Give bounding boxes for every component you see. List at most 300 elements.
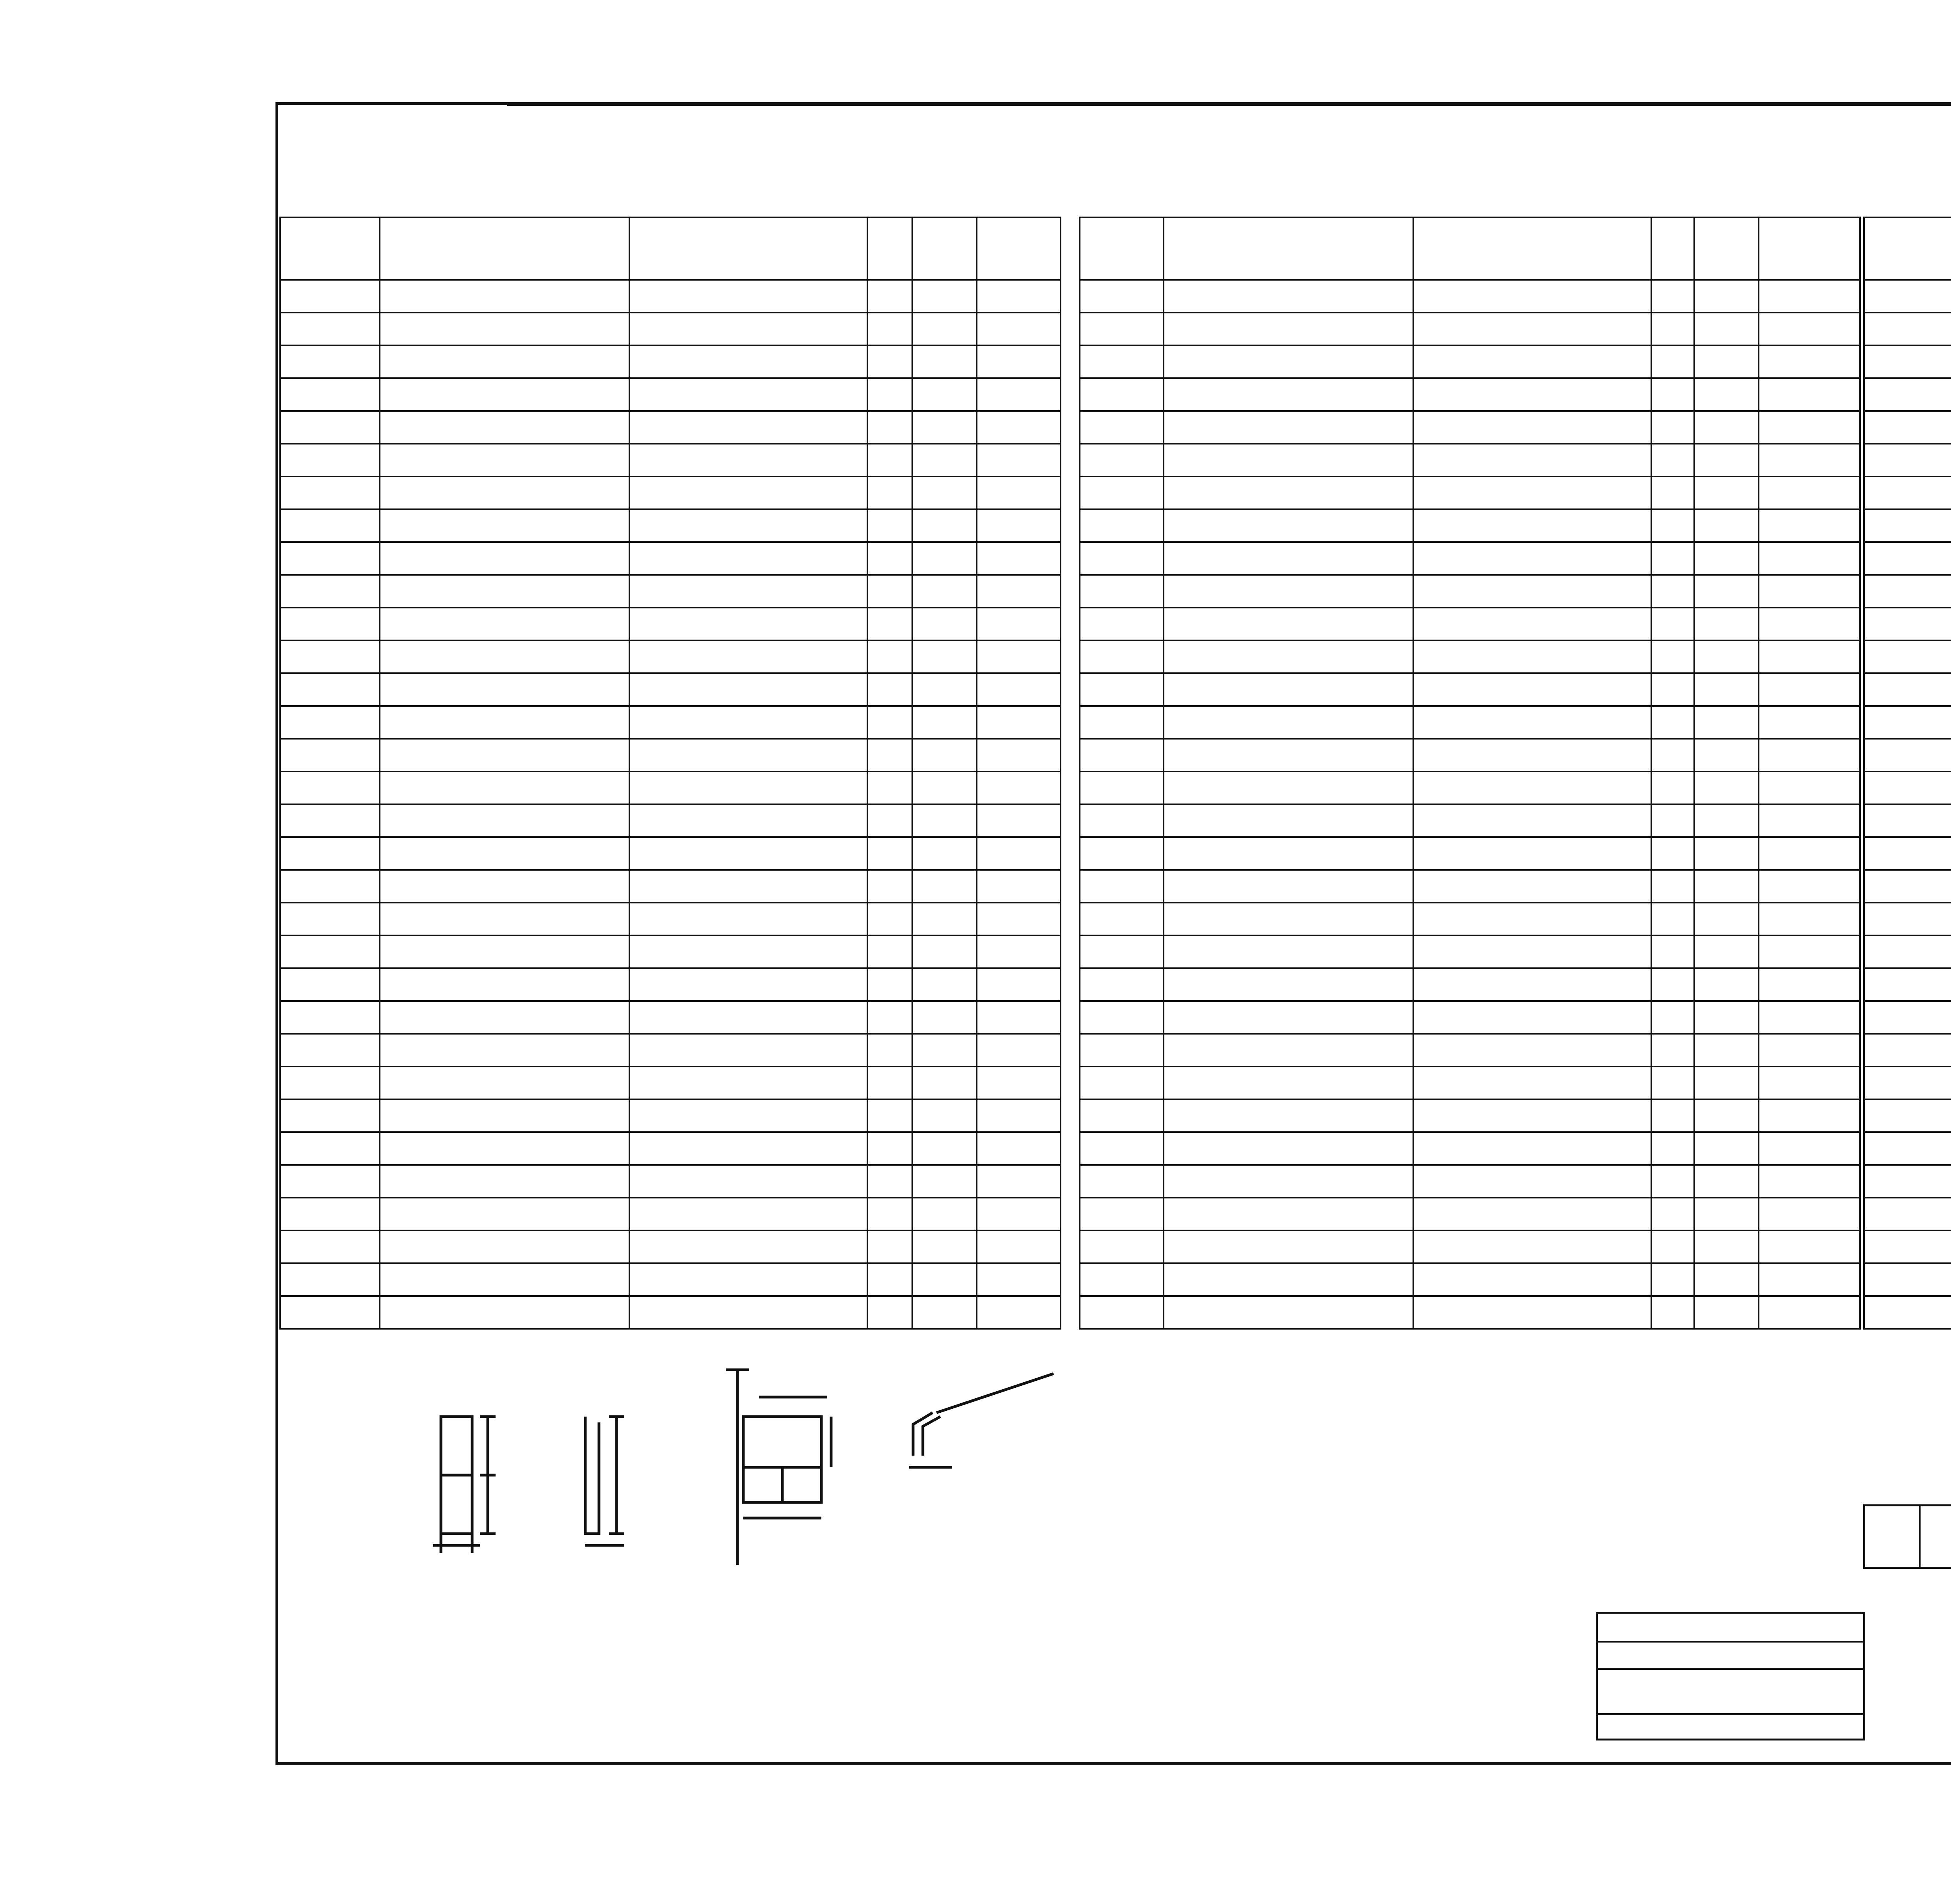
cell-designation: [380, 673, 629, 706]
cell-mark: [1080, 1001, 1164, 1034]
table-row: [1864, 870, 1951, 903]
cell-note: [977, 673, 1061, 706]
cell-mark: [280, 1263, 380, 1296]
cell-mark: [280, 313, 380, 345]
col-qty: [867, 217, 912, 280]
table-row: [1080, 1165, 1860, 1198]
cell-mass: [1694, 837, 1759, 870]
col-mark: [1864, 217, 1951, 280]
cell-note: [1759, 1132, 1860, 1165]
cell-mass: [912, 1001, 977, 1034]
cell-note: [1759, 444, 1860, 476]
cell-mass: [1694, 870, 1759, 903]
cell-qty: [867, 575, 912, 608]
cell-note: [1759, 1067, 1860, 1099]
cell-note: [977, 640, 1061, 673]
cell-mark: [280, 476, 380, 509]
cell-mark: [1864, 903, 1951, 935]
cell-qty: [1651, 1034, 1694, 1067]
cell-qty: [1651, 608, 1694, 640]
table-row: [280, 1230, 1061, 1263]
cell-mark: [1080, 968, 1164, 1001]
cell-qty: [867, 706, 912, 739]
table-row: [280, 345, 1061, 378]
table-row: [1864, 640, 1951, 673]
cell-name: [1413, 1165, 1651, 1198]
cell-name: [629, 739, 867, 772]
cell-note: [977, 804, 1061, 837]
cell-mark: [1080, 1099, 1164, 1132]
cell-designation: [380, 1067, 629, 1099]
cell-mark: [280, 804, 380, 837]
cell-name: [629, 411, 867, 444]
variant-heading-row: [1864, 280, 1951, 313]
cell-mass: [912, 1230, 977, 1263]
table-row: [1080, 673, 1860, 706]
cell-name: [1413, 1230, 1651, 1263]
table-row: [1080, 542, 1860, 575]
cell-designation: [380, 804, 629, 837]
table-row: [280, 739, 1061, 772]
cell-note: [977, 476, 1061, 509]
cell-designation: [1164, 1034, 1413, 1067]
cell-note: [1759, 280, 1860, 313]
cell-qty: [1651, 345, 1694, 378]
cell-mark: [1864, 640, 1951, 673]
cell-designation: [380, 1296, 629, 1329]
cell-qty: [1651, 673, 1694, 706]
cell-designation: [1164, 1296, 1413, 1329]
cell-mark: [280, 640, 380, 673]
cell-note: [1759, 804, 1860, 837]
table-row: [1864, 313, 1951, 345]
cell-mark: [280, 378, 380, 411]
table-row: [1080, 1034, 1860, 1067]
cell-qty: [867, 1165, 912, 1198]
cell-qty: [867, 903, 912, 935]
cell-designation: [1164, 640, 1413, 673]
cell-designation: [380, 1099, 629, 1132]
cell-mass: [1694, 640, 1759, 673]
cell-note: [1759, 1263, 1860, 1296]
table-header: [1864, 217, 1951, 280]
cell-mass: [1694, 345, 1759, 378]
cell-name: [629, 804, 867, 837]
cell-mass: [1694, 378, 1759, 411]
cell-mark: [280, 1067, 380, 1099]
cell-note: [1759, 1001, 1860, 1034]
table-row: [280, 772, 1061, 804]
cell-mark: [280, 1034, 380, 1067]
cell-mark: [280, 608, 380, 640]
cell-mass: [1694, 542, 1759, 575]
cell-mass: [912, 903, 977, 935]
cell-mass: [1694, 280, 1759, 313]
cell-mass: [1694, 968, 1759, 1001]
table-row: [1864, 1165, 1951, 1198]
cell-designation: [380, 608, 629, 640]
cell-note: [1759, 1099, 1860, 1132]
table-row: [1080, 1230, 1860, 1263]
cell-mark: [280, 1198, 380, 1230]
cell-note: [977, 575, 1061, 608]
table-row: [1864, 1099, 1951, 1132]
cell-qty: [867, 608, 912, 640]
col-name: [629, 217, 867, 280]
cell-mark: [1864, 345, 1951, 378]
col-qty: [1651, 217, 1694, 280]
table-row: [1864, 345, 1951, 378]
table-row: [1864, 1067, 1951, 1099]
cell-mark: [1864, 935, 1951, 968]
title-block-binding: [1596, 1612, 1865, 1740]
cell-mark: [1080, 1198, 1164, 1230]
cell-note: [1759, 1296, 1860, 1329]
cell-mark: [1080, 739, 1164, 772]
cell-note: [1759, 509, 1860, 542]
cell-name: [1413, 1198, 1651, 1230]
table-row: [1864, 509, 1951, 542]
cell-mark: [1080, 476, 1164, 509]
table-row: [1864, 903, 1951, 935]
cell-qty: [867, 837, 912, 870]
cell-mark: [1864, 1230, 1951, 1263]
cell-qty: [1651, 280, 1694, 313]
cell-name: [629, 706, 867, 739]
cell-note: [1759, 542, 1860, 575]
table-row: [280, 1067, 1061, 1099]
cell-note: [1759, 608, 1860, 640]
cell-mass: [1694, 509, 1759, 542]
cell-name: [1413, 476, 1651, 509]
cell-qty: [1651, 1263, 1694, 1296]
cell-designation: [380, 772, 629, 804]
cell-note: [977, 280, 1061, 313]
cell-designation: [1164, 706, 1413, 739]
cell-mark: [1864, 1001, 1951, 1034]
table-row: [1080, 935, 1860, 968]
cell-name: [1413, 673, 1651, 706]
cell-designation: [1164, 1165, 1413, 1198]
table-row: [280, 1034, 1061, 1067]
cell-mass: [912, 968, 977, 1001]
cell-name: [629, 772, 867, 804]
cell-qty: [1651, 1132, 1694, 1165]
cell-mass: [1694, 739, 1759, 772]
table-row: [1864, 968, 1951, 1001]
cell-qty: [1651, 444, 1694, 476]
col-designation: [1164, 217, 1413, 280]
cell-mass: [1694, 1165, 1759, 1198]
col-mark: [280, 217, 380, 280]
cell-note: [977, 608, 1061, 640]
cell-mark: [280, 575, 380, 608]
cell-designation: [1164, 542, 1413, 575]
cell-mark: [280, 673, 380, 706]
spec-table-variant-1: [279, 217, 1061, 1330]
cell-name: [629, 476, 867, 509]
title-block-code-area: [1863, 1504, 1951, 1569]
cell-name: [1413, 870, 1651, 903]
cell-note: [977, 1067, 1061, 1099]
table-row: [1080, 1099, 1860, 1132]
table-row: [1080, 870, 1860, 903]
table-row: [1080, 903, 1860, 935]
cell-mark: [1864, 608, 1951, 640]
cell-designation: [1164, 837, 1413, 870]
cell-note: [977, 1263, 1061, 1296]
cell-mark: [280, 345, 380, 378]
cell-qty: [1651, 378, 1694, 411]
cell-mark: [1864, 1034, 1951, 1067]
cell-mass: [1694, 313, 1759, 345]
cell-name: [1413, 1296, 1651, 1329]
cell-mark: [280, 444, 380, 476]
cell-qty: [867, 772, 912, 804]
cell-qty: [1651, 411, 1694, 444]
cell-qty: [1651, 542, 1694, 575]
cell-qty: [867, 444, 912, 476]
cell-note: [977, 411, 1061, 444]
cell-mass: [912, 804, 977, 837]
cell-mark: [1864, 509, 1951, 542]
cell-qty: [1651, 903, 1694, 935]
detail-sketches: [421, 1354, 1085, 1596]
cell-qty: [867, 739, 912, 772]
cell-name: [1413, 313, 1651, 345]
cell-name: [629, 444, 867, 476]
table-row: [280, 640, 1061, 673]
cell-mark: [1080, 1230, 1164, 1263]
cell-mass: [1694, 608, 1759, 640]
cell-mass: [1694, 1132, 1759, 1165]
cell-mark: [1080, 542, 1164, 575]
cell-mark: [1864, 378, 1951, 411]
variant-heading-row: [280, 280, 1061, 313]
cell-designation: [1164, 608, 1413, 640]
cell-name: [1413, 542, 1651, 575]
table-row: [1864, 476, 1951, 509]
cell-qty: [867, 1034, 912, 1067]
cell-qty: [1651, 1099, 1694, 1132]
cell-qty: [1651, 968, 1694, 1001]
col-mass: [1694, 217, 1759, 280]
cell-qty: [867, 1067, 912, 1099]
cell-qty: [867, 345, 912, 378]
table-row: [1864, 608, 1951, 640]
cell-note: [977, 1165, 1061, 1198]
cell-qty: [1651, 476, 1694, 509]
cell-mark: [1080, 804, 1164, 837]
cell-designation: [380, 935, 629, 968]
cell-mass: [912, 1034, 977, 1067]
cell-qty: [1651, 1001, 1694, 1034]
cell-note: [1759, 1230, 1860, 1263]
cell-note: [977, 706, 1061, 739]
cell-designation: [380, 411, 629, 444]
cell-name: [629, 1296, 867, 1329]
cell-qty: [1651, 739, 1694, 772]
table-row: [280, 575, 1061, 608]
cell-name: [1413, 903, 1651, 935]
cell-mass: [912, 411, 977, 444]
cell-mass: [912, 280, 977, 313]
table-row: [1864, 739, 1951, 772]
cell-mass: [1694, 1296, 1759, 1329]
cell-name: [629, 935, 867, 968]
table-row: [280, 870, 1061, 903]
table-header: [280, 217, 1061, 280]
cell-note: [1759, 968, 1860, 1001]
cell-mark: [1080, 280, 1164, 313]
cell-name: [629, 1067, 867, 1099]
cell-qty: [867, 313, 912, 345]
table-row: [1864, 411, 1951, 444]
cell-qty: [867, 1001, 912, 1034]
table-row: [280, 1263, 1061, 1296]
cell-name: [1413, 378, 1651, 411]
cell-mark: [1080, 706, 1164, 739]
cell-mark: [1080, 313, 1164, 345]
cell-designation: [380, 1034, 629, 1067]
cell-qty: [1651, 640, 1694, 673]
cell-qty: [867, 476, 912, 509]
table-row: [280, 313, 1061, 345]
cell-mark: [280, 411, 380, 444]
cell-designation: [1164, 411, 1413, 444]
cell-mark: [1080, 1263, 1164, 1296]
cell-mark: [280, 1132, 380, 1165]
table-row: [1080, 411, 1860, 444]
cell-designation: [380, 739, 629, 772]
cell-mass: [1694, 804, 1759, 837]
cell-mass: [912, 378, 977, 411]
cell-note: [977, 837, 1061, 870]
variant-heading: [629, 280, 867, 313]
cell-designation: [1164, 1067, 1413, 1099]
cell-mass: [1694, 1034, 1759, 1067]
table-row: [1080, 804, 1860, 837]
cell-mark: [280, 1001, 380, 1034]
cell-designation: [380, 1198, 629, 1230]
table-row: [1864, 444, 1951, 476]
cell-mark: [1080, 935, 1164, 968]
table-row: [1080, 772, 1860, 804]
cell-mass: [912, 1263, 977, 1296]
cell-designation: [380, 313, 629, 345]
cell-mass: [1694, 476, 1759, 509]
cell-mass: [912, 640, 977, 673]
cell-mass: [912, 313, 977, 345]
cell-qty: [867, 542, 912, 575]
cell-mark: [1864, 837, 1951, 870]
table-row: [1864, 1198, 1951, 1230]
cell-note: [977, 1034, 1061, 1067]
cell-note: [977, 444, 1061, 476]
cell-qty: [1651, 313, 1694, 345]
cell-mass: [912, 870, 977, 903]
album-label: [252, 125, 275, 219]
cell-note: [1759, 378, 1860, 411]
cell-name: [629, 542, 867, 575]
cell-qty: [1651, 1067, 1694, 1099]
cell-designation: [380, 542, 629, 575]
cell-designation: [1164, 444, 1413, 476]
spec-table-steel: [1863, 217, 1951, 1330]
cell-name: [629, 313, 867, 345]
table-row: [1864, 706, 1951, 739]
cell-mark: [280, 1099, 380, 1132]
cell-mark: [1864, 772, 1951, 804]
cell-qty: [867, 640, 912, 673]
cell-name: [629, 640, 867, 673]
cell-qty: [867, 1263, 912, 1296]
cell-mass: [912, 509, 977, 542]
cell-qty: [867, 673, 912, 706]
table-row: [280, 1296, 1061, 1329]
table-row: [1080, 378, 1860, 411]
cell-mark: [280, 739, 380, 772]
table-row: [280, 1132, 1061, 1165]
cell-designation: [380, 903, 629, 935]
cell-mark: [1080, 1296, 1164, 1329]
table-header: [1080, 217, 1860, 280]
cell-designation: [380, 378, 629, 411]
cell-note: [1759, 1034, 1860, 1067]
cell-name: [629, 378, 867, 411]
cell-mark: [1864, 968, 1951, 1001]
cell-note: [1759, 411, 1860, 444]
cell-designation: [1164, 476, 1413, 509]
cell-mass: [912, 706, 977, 739]
cell-qty: [867, 1198, 912, 1230]
col-designation: [380, 217, 629, 280]
cell-mass: [912, 476, 977, 509]
table-row: [1864, 378, 1951, 411]
cell-qty: [1651, 1296, 1694, 1329]
table-row: [1080, 313, 1860, 345]
cell-note: [1759, 935, 1860, 968]
cell-designation: [380, 968, 629, 1001]
table-row: [1080, 640, 1860, 673]
cell-name: [1413, 1132, 1651, 1165]
cell-note: [1759, 870, 1860, 903]
variant-heading-row: [1080, 280, 1860, 313]
cell-designation: [1164, 1001, 1413, 1034]
cell-note: [977, 870, 1061, 903]
cell-mass: [1694, 1230, 1759, 1263]
table-row: [1080, 968, 1860, 1001]
cell-name: [629, 870, 867, 903]
cell-note: [1759, 345, 1860, 378]
cell-designation: [380, 476, 629, 509]
cell-mark: [1864, 1296, 1951, 1329]
table-row: [280, 903, 1061, 935]
cell-designation: [380, 706, 629, 739]
cell-designation: [380, 345, 629, 378]
cell-mark: [280, 1230, 380, 1263]
title-block-grid: [1865, 1506, 1951, 1567]
cell-qty: [867, 804, 912, 837]
cell-name: [629, 837, 867, 870]
cell-mark: [1080, 837, 1164, 870]
cell-name: [1413, 1034, 1651, 1067]
cell-designation: [1164, 772, 1413, 804]
cell-qty: [867, 411, 912, 444]
cell-mark: [1864, 1263, 1951, 1296]
cell-name: [1413, 608, 1651, 640]
table-row: [280, 476, 1061, 509]
